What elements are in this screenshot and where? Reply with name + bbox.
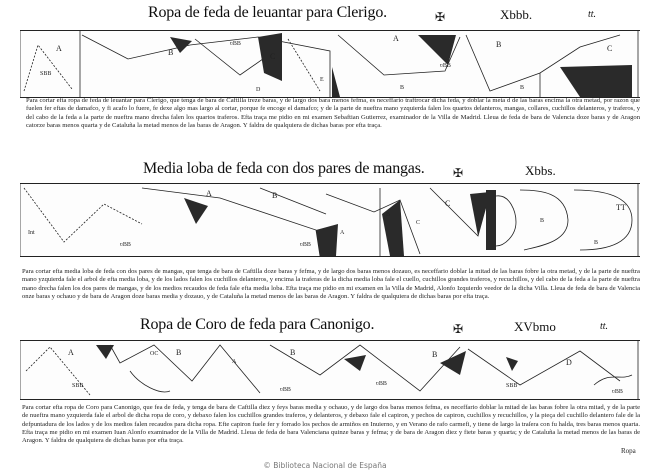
cross-ornament-icon: ✠ bbox=[453, 166, 464, 180]
svg-text:ʋBB: ʋBB bbox=[376, 381, 387, 387]
cutting-diagram bbox=[20, 30, 640, 98]
leaf-signature: tt. bbox=[588, 9, 597, 20]
svg-text:ʋBB: ʋBB bbox=[280, 387, 291, 393]
svg-text:C: C bbox=[607, 44, 613, 53]
svg-text:B: B bbox=[272, 191, 278, 200]
svg-text:B: B bbox=[168, 48, 174, 57]
svg-text:A: A bbox=[206, 189, 212, 198]
svg-text:C: C bbox=[270, 52, 276, 61]
svg-text:ʋBB: ʋBB bbox=[300, 242, 311, 248]
folio-number: Xbbs. bbox=[525, 163, 556, 178]
svg-text:B: B bbox=[540, 218, 545, 224]
svg-text:B: B bbox=[386, 212, 391, 218]
svg-text:B: B bbox=[432, 350, 438, 359]
svg-text:SBB: SBB bbox=[72, 383, 84, 389]
instruction-paragraph: Para cortar efta ropa de Coro para Canonigo, que fea de feda, y tenga de bara de Caftilla diez y feys baras media y ochauo, y de largo dos baras menos fefma, es neceffario doblar la mitad de las baras fobre la otra mitad, y de la parte de nueftra mano yzquierda fale el arbol de dicha ropa de coro, y debaxo falen los cuchillos grandes traferos, y delanteros, y debaxo fale el capiron, y pechos de capiron, cuchillos y recuchillos, y la pieça del cuchillo delantero fale de la defpuntadura de los lados y de los medios falen recaudos para dicha ropa. Efte capiron fuele fer y forrado los pechos de armiños en Inuierno, y en Verano de rafo carmefi, y tiene de largo la traſera con fu halda, tres baras menos quarta. Efta traça me pidio en mi examen Iuan Alonfo examinador de la Villa de Madrid. Lleua de feda de bara Valenciana quinze baras y fefma; y de bara de Aragon diez y fiete baras y quarta; y de Cataluña la metad menos de las baras de Aragon. Y faldra de qualquiera de dichas baras por efta traça. bbox=[22, 404, 640, 445]
instruction-paragraph: Para cortar efta ropa de feda de leuantar para Clerigo, que tenga de bara de Caftilla treze baras, y de largo dos bara menos fefma, es neceffario traftrocar dicha feda, y doblar la meta d de las baras encima la otra metad, por razon que fuelen fer eftas de damafco, y fi acafo lo fuere, fe dexe algo mas largo al cortar, porque fe encoge el damafco; y de la parte de nueftra mano yzquierda falen los quartos delanteros, mangas, collares, cuchillos delanteros, y traferos, y del cabo de la feda a la parte de nueftra mano drecha falen los quartos traferos. Efta traça me pidio en mi examen Sebaftian Gutierrez, examinador de la Villa de Madrid. Lleua de feda de bara de Valencia doze baras y de Aragon catorze baras menos quarta y de Cataluña la metad menos de las baras de Aragon. Y faldra de qualquiera de dichas baras por efta traça. bbox=[26, 97, 640, 129]
svg-text:B: B bbox=[594, 240, 599, 246]
cross-ornament-icon: ✠ bbox=[435, 10, 446, 24]
svg-text:B: B bbox=[290, 348, 296, 357]
svg-text:B: B bbox=[400, 85, 405, 91]
svg-text:A: A bbox=[232, 359, 237, 365]
svg-text:OC: OC bbox=[150, 351, 159, 357]
svg-text:Int: Int bbox=[28, 230, 35, 236]
pattern-section-3 bbox=[0, 316, 650, 461]
section-title: Ropa de feda de leuantar para Clerigo. bbox=[148, 4, 387, 21]
catchword: Ropa bbox=[621, 447, 636, 455]
svg-text:ʋBB: ʋBB bbox=[612, 389, 623, 395]
folio-number: XVbmo bbox=[514, 319, 556, 334]
svg-text:SBB: SBB bbox=[40, 71, 52, 77]
svg-text:ʋBB: ʋBB bbox=[440, 63, 451, 69]
pattern-section-2 bbox=[0, 158, 650, 316]
folio-number: Xbbb. bbox=[500, 7, 533, 22]
svg-text:A: A bbox=[393, 34, 399, 43]
svg-text:C: C bbox=[445, 199, 451, 208]
library-credit: © Biblioteca Nacional de España bbox=[263, 461, 387, 470]
svg-text:A: A bbox=[68, 348, 74, 357]
svg-text:E: E bbox=[320, 77, 324, 83]
cutting-diagram-svg bbox=[20, 184, 640, 256]
cutting-diagram bbox=[20, 340, 640, 400]
svg-text:B: B bbox=[176, 348, 182, 357]
svg-text:C: C bbox=[416, 220, 421, 226]
svg-text:A: A bbox=[56, 44, 62, 53]
svg-text:ʋBB: ʋBB bbox=[230, 41, 241, 47]
svg-text:TT: TT bbox=[616, 203, 626, 212]
instruction-paragraph: Para cortar efta media loba de feda con dos pares de mangas, que tenga de bara de Caftilla doze baras y fefma, y de largo dos baras menos dozauo, es neceffario doblar la mitad de las baras fobre la otra metad, y de la parte de nueftra mano yzquierda fale el arbol de efta media loba, y de los lados falen los cuchillos delanteros, y encima la traferas de la dicha media loba fale el cuello, cuchillos grandes traferos, y recuchillos, y del cabo de la feda a la parte de nueftra mano drecha falen los dos pares de mangas, y de los medios recaudos de feda fale efta media loba. Efta traça me pidio en mi examen en la Villa de Madrid, Alonfo Izquierdo veedor de la dicha Villa. Lleua de feda de bara de Valencia onze baras y ochauo y de bara de Aragon doze baras media y dozauo, y de Cataluña la metad menos de las baras de Aragon. Y faldra de qualquiera de dichas baras por efta traça. bbox=[22, 268, 640, 300]
svg-text:B: B bbox=[496, 40, 502, 49]
svg-text:D: D bbox=[566, 358, 572, 367]
svg-text:D: D bbox=[256, 87, 261, 93]
svg-text:B: B bbox=[520, 85, 525, 91]
cutting-diagram bbox=[20, 183, 640, 257]
svg-text:SBB: SBB bbox=[506, 383, 518, 389]
cross-ornament-icon: ✠ bbox=[453, 322, 464, 336]
section-title: Ropa de Coro de feda para Canonigo. bbox=[140, 316, 375, 333]
leaf-signature: tt. bbox=[600, 321, 609, 332]
section-title: Media loba de feda con dos pares de mangas. bbox=[143, 160, 425, 177]
svg-text:ʋBB: ʋBB bbox=[120, 242, 131, 248]
cutting-diagram-svg bbox=[20, 31, 640, 97]
cutting-diagram-svg bbox=[20, 341, 640, 399]
svg-text:A: A bbox=[340, 230, 345, 236]
pattern-section-1 bbox=[0, 0, 650, 158]
